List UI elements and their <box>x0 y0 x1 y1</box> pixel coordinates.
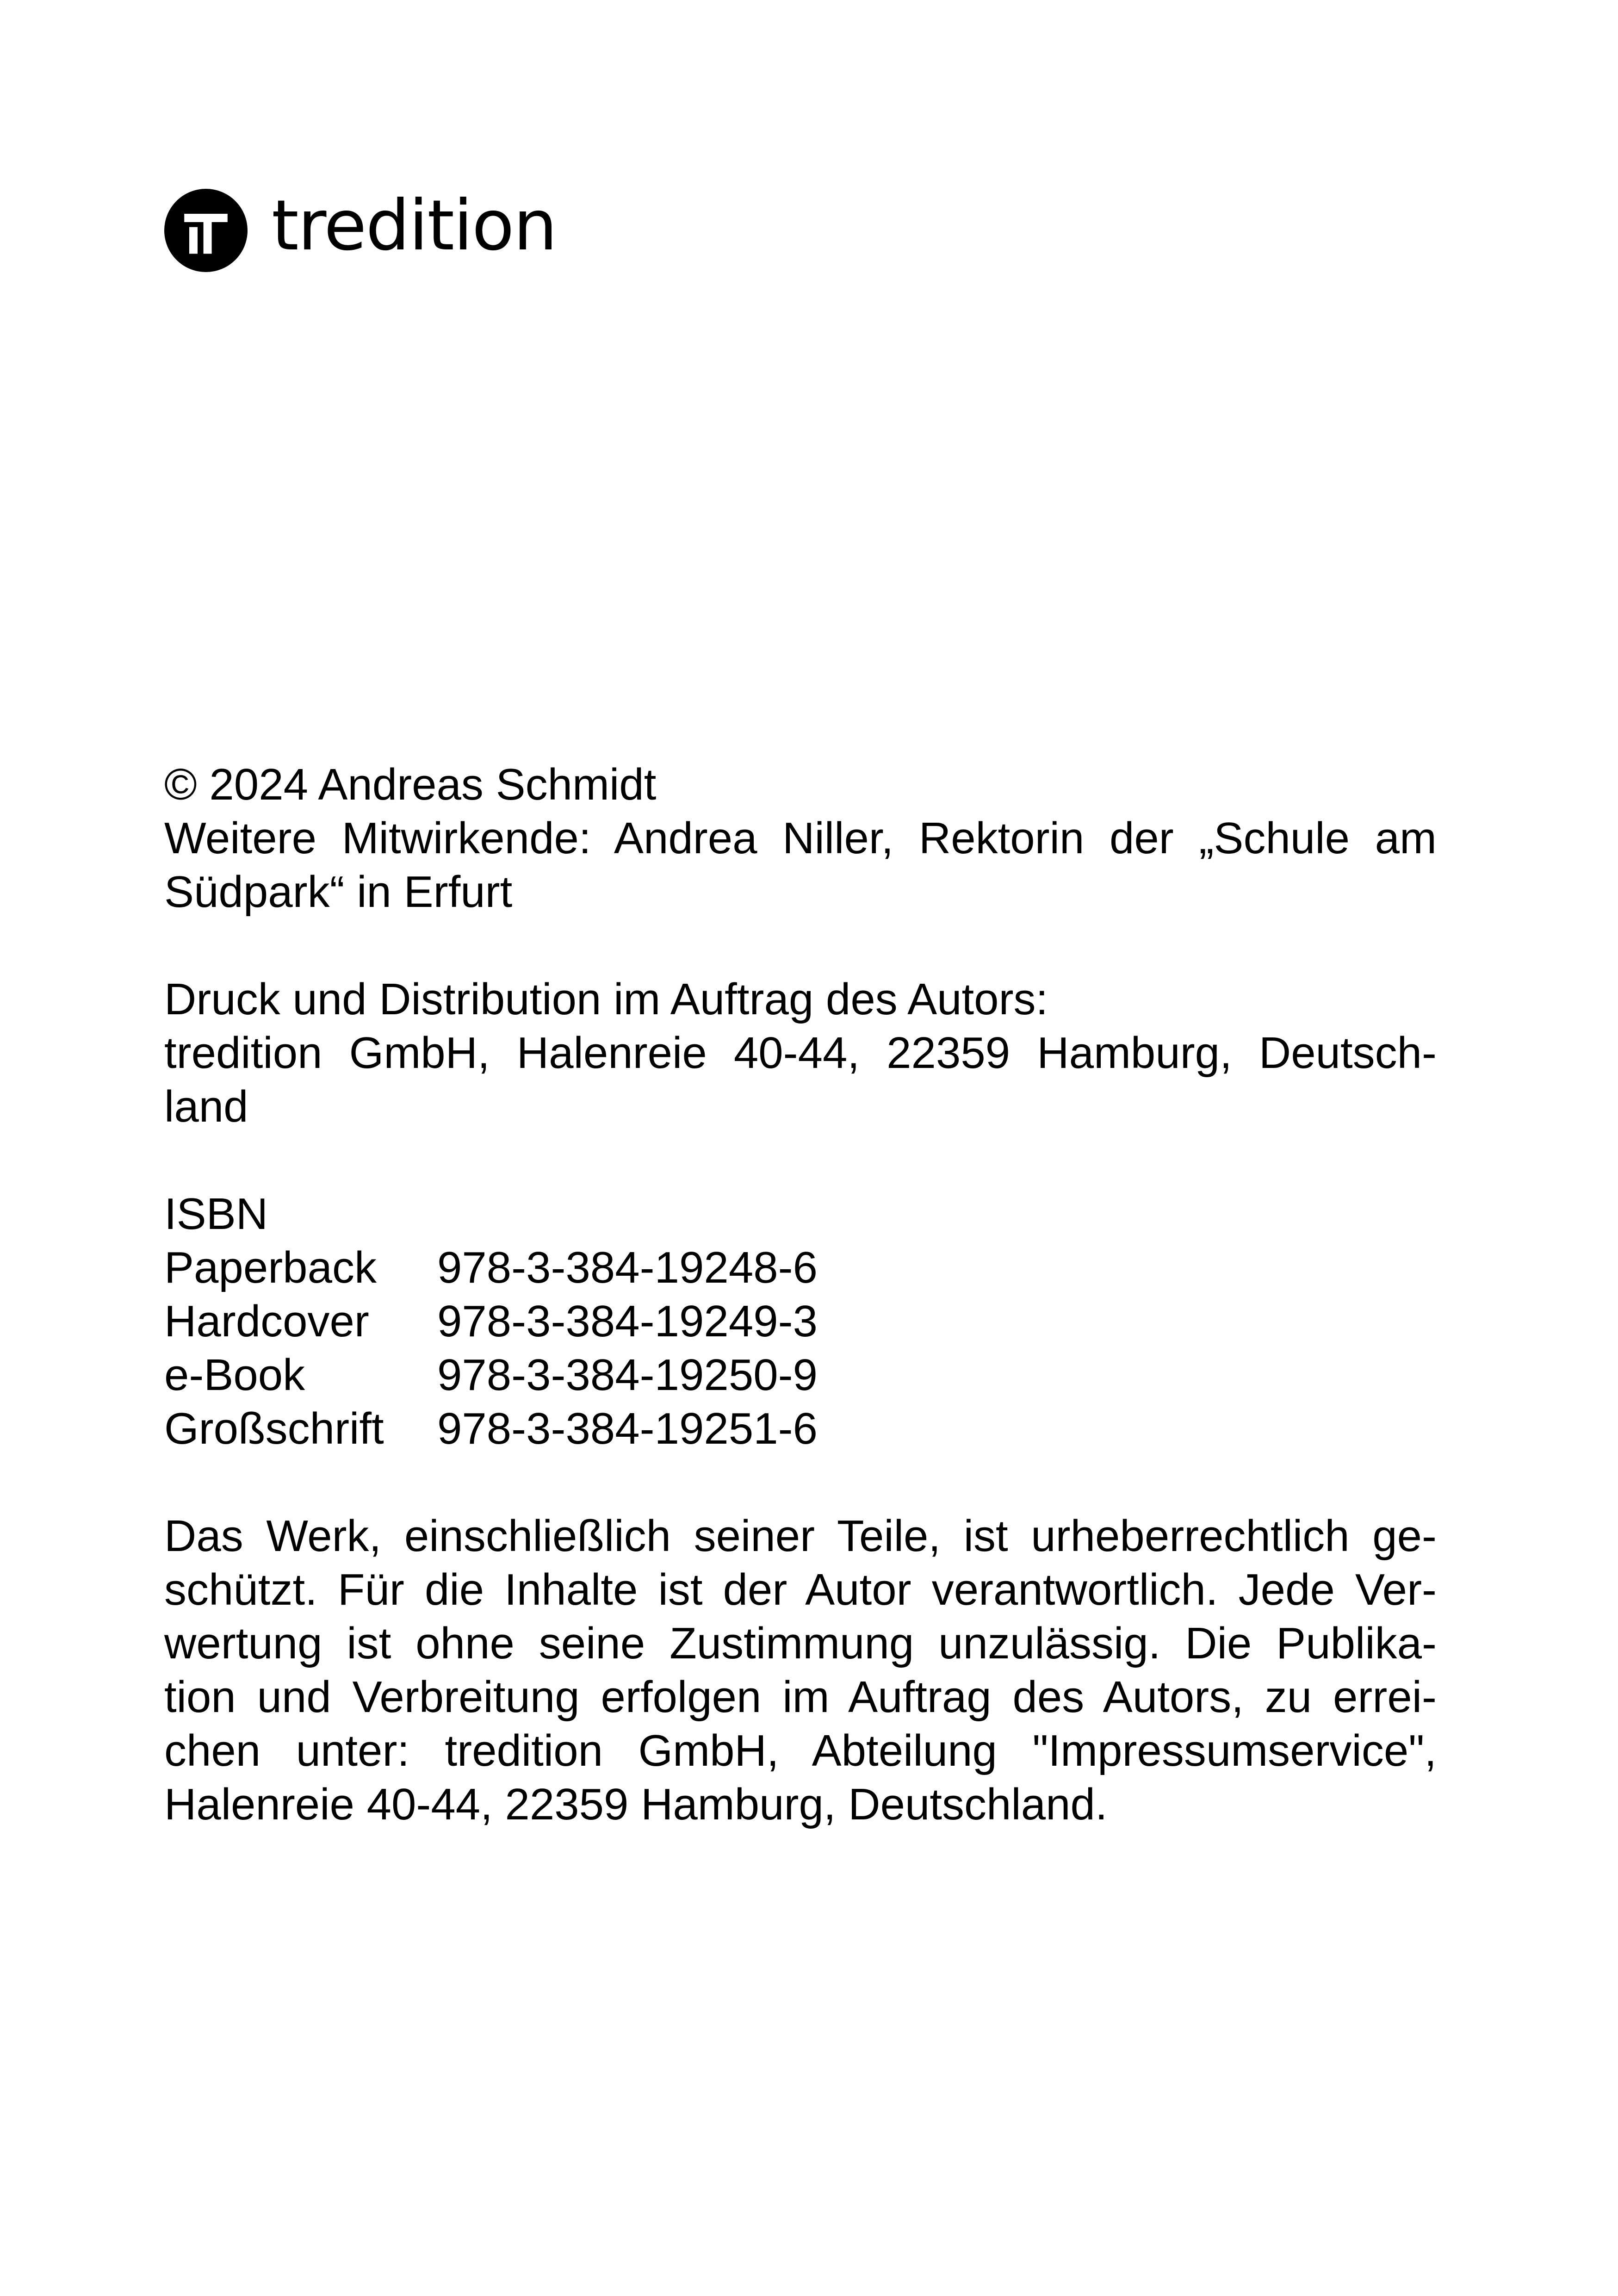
isbn-number: 978-3-384-19249-3 <box>437 1297 818 1346</box>
publisher-address-line-2: land <box>164 1082 248 1131</box>
print-distribution-block <box>164 973 1437 1134</box>
spacer <box>164 1134 1437 1187</box>
legal-notice-block <box>164 1509 1437 1831</box>
isbn-number: 978-3-384-19248-6 <box>437 1243 818 1292</box>
isbn-format-label: Paperback <box>164 1243 377 1292</box>
spacer <box>164 919 1437 973</box>
legal-line: wertung ist ohne seine Zustimmung unzulässig. Die Publika- <box>164 1619 1437 1668</box>
isbn-heading: ISBN <box>164 1189 268 1239</box>
tredition-logo-icon <box>164 189 248 272</box>
spacer <box>164 1456 1437 1509</box>
isbn-row-paperback <box>164 1241 1437 1295</box>
publisher-address-line-1: tredition GmbH, Halenreie 40-44, 22359 Hamburg, Deutsch- <box>164 1028 1437 1078</box>
isbn-number: 978-3-384-19250-9 <box>437 1350 818 1400</box>
copyright-block <box>164 758 1437 919</box>
isbn-row-large-print <box>164 1402 1437 1456</box>
isbn-format-label: Großschrift <box>164 1404 384 1453</box>
legal-line: schützt. Für die Inhalte ist der Autor verantwortlich. Jede Ver- <box>164 1565 1437 1614</box>
isbn-format-label: e-Book <box>164 1350 305 1400</box>
imprint-content <box>164 758 1437 1831</box>
isbn-format-label: Hardcover <box>164 1297 369 1346</box>
isbn-number: 978-3-384-19251-6 <box>437 1404 818 1453</box>
isbn-row-ebook <box>164 1348 1437 1402</box>
logo-wordmark: tredition <box>272 186 557 266</box>
isbn-row-hardcover <box>164 1295 1437 1348</box>
print-heading: Druck und Distribution im Auftrag des Autors: <box>164 974 1048 1024</box>
contributors-line-2: Südpark“ in Erfurt <box>164 867 513 917</box>
legal-line: Halenreie 40-44, 22359 Hamburg, Deutschland. <box>164 1780 1108 1829</box>
isbn-block <box>164 1187 1437 1456</box>
publisher-logo <box>164 186 557 272</box>
copyright-line: © 2024 Andreas Schmidt <box>164 760 657 809</box>
contributors-line-1: Weitere Mitwirkende: Andrea Niller, Rektorin der „Schule am <box>164 813 1437 863</box>
legal-line: Das Werk, einschließlich seiner Teile, ist urheberrechtlich ge- <box>164 1511 1437 1561</box>
legal-line: tion und Verbreitung erfolgen im Auftrag des Autors, zu errei- <box>164 1672 1437 1722</box>
legal-line: chen unter: tredition GmbH, Abteilung "Impressumservice", <box>164 1726 1437 1775</box>
